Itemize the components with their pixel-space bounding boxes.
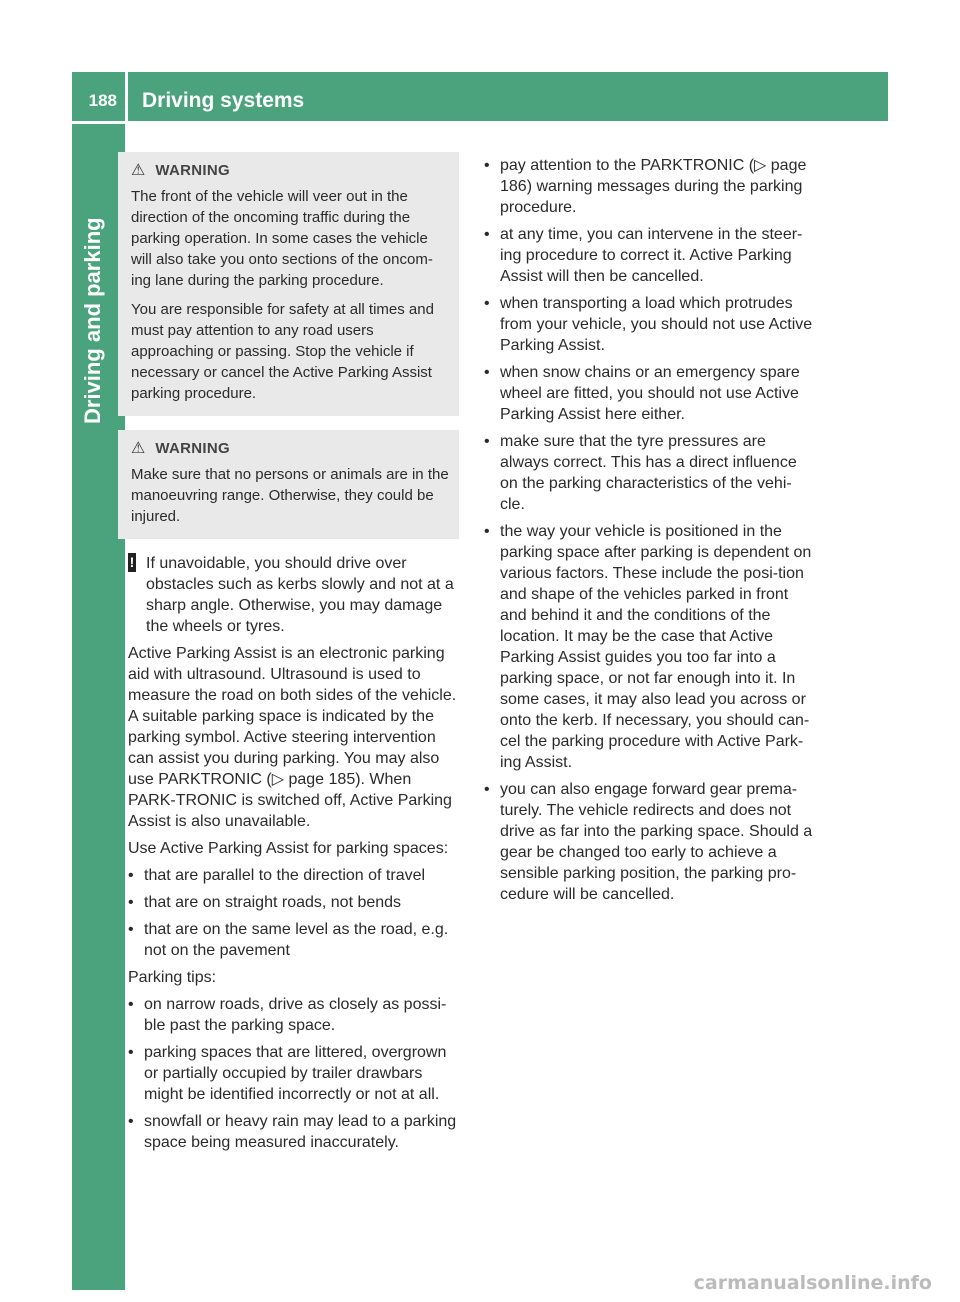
section-title: Driving systems [128, 72, 888, 121]
use-list [128, 865, 460, 961]
damage-note [128, 553, 460, 637]
list-item: • parking spaces that are littered, overgrown or partially occupied by trailer drawbars might be identified incorrectly or not at all. [128, 1042, 460, 1105]
warning-header [131, 160, 451, 181]
tips-list-continued [484, 155, 814, 905]
list-item: • that are parallel to the direction of travel [128, 865, 460, 886]
list-item: • when snow chains or an emergency spare wheel are fitted, you should not use Active Parking Assist here either. [484, 362, 814, 425]
list-item: • pay attention to the PARKTRONIC (▷ page 186) warning messages during the parking procedure. [484, 155, 814, 218]
tips-heading: Parking tips: [128, 969, 217, 986]
warning-text: The front of the vehicle will veer out in the direction of the oncoming traffic during the parking operation. In some cases the vehicle will also take you onto sections of the oncom-ing lane during the parking procedure. [131, 188, 433, 289]
warning-header [131, 438, 451, 459]
list-item: • at any time, you can intervene in the steer-ing procedure to correct it. Active Parking Assist will then be cancelled. [484, 224, 814, 287]
warning-text: Make sure that no persons or animals are in the manoeuvring range. Otherwise, they could be injured. [131, 466, 449, 525]
intro-paragraph: Active Parking Assist is an electronic parking aid with ultrasound. Ultrasound is used to measure the road on both sides of the vehicle. A suitable parking space is indicated by the parking symbol. Active steering intervention can assist you during parking. You may also use PARKTRONIC (▷ page 185). When PARK-TRONIC is switched off, Active Parking Assist is also unavailable. [128, 645, 457, 830]
page-number: 188 [72, 72, 125, 121]
warning-label: WARNING [155, 440, 230, 457]
tips-list [128, 994, 460, 1153]
note-text: If unavoidable, you should drive over obstacles such as kerbs slowly and not at a sharp angle. Otherwise, you may damage the wheels or tyres. [146, 555, 454, 635]
warning-label: WARNING [155, 162, 230, 179]
warning-text: You are responsible for safety at all times and must pay attention to any road users approaching or passing. Stop the vehicle if necessary or cancel the Active Parking Assist parking procedure. [131, 301, 434, 402]
list-item: • that are on straight roads, not bends [128, 892, 460, 913]
warning-triangle-icon: ⚠ [131, 440, 146, 457]
warning-box [118, 430, 459, 539]
left-column [128, 152, 460, 1159]
exclamation-icon: ! [129, 554, 135, 570]
list-item: • on narrow roads, drive as closely as possi-ble past the parking space. [128, 994, 460, 1036]
warning-box [118, 152, 459, 416]
right-column [484, 155, 814, 911]
list-item: • when transporting a load which protrudes from your vehicle, you should not use Active Parking Assist. [484, 293, 814, 356]
warning-triangle-icon: ⚠ [131, 162, 146, 179]
list-item: • snowfall or heavy rain may lead to a parking space being measured inaccurately. [128, 1111, 460, 1153]
list-item: • the way your vehicle is positioned in the parking space after parking is dependent on various factors. These include the posi-tion and shape of the vehicles parked in front and behind it and the conditions of the location. It may be the case that Active Parking Assist guides you too far into a parking space, or not far enough into it. In some cases, it may also lead you across or onto the kerb. If necessary, you should can-cel the parking procedure with Active Park-ing Assist. [484, 521, 814, 773]
list-item: • that are on the same level as the road, e.g. not on the pavement [128, 919, 460, 961]
use-heading: Use Active Parking Assist for parking spaces: [128, 840, 449, 857]
list-item: • you can also engage forward gear prema-turely. The vehicle redirects and does not drive as far into the parking space. Should a gear be changed too early to achieve a sensible parking position, the parking pro-cedure will be cancelled. [484, 779, 814, 905]
chapter-label-text: Driving and parking [80, 217, 105, 424]
watermark: carmanualsonline.info [693, 1272, 932, 1294]
list-item: • make sure that the tyre pressures are always correct. This has a direct influence on the parking characteristics of the vehi-cle. [484, 431, 814, 515]
